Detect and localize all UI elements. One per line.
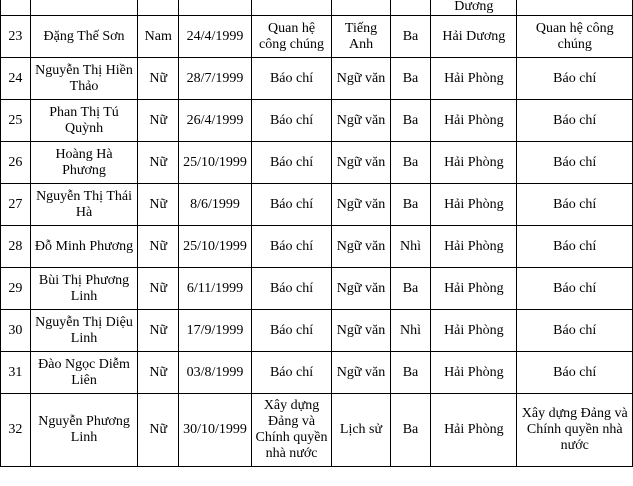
cell-subject: Ngữ văn <box>332 142 391 184</box>
cell-gender: Nữ <box>138 184 179 226</box>
cell-gender: Nữ <box>138 58 179 100</box>
cell-major: Báo chí <box>251 310 331 352</box>
cell-province: Hải Phòng <box>431 268 517 310</box>
cell-dob: 6/11/1999 <box>179 268 252 310</box>
table-row <box>1 268 633 310</box>
cell-rank: Ba <box>390 16 430 58</box>
cell-subject: Ngữ văn <box>332 58 391 100</box>
cell-field: Báo chí <box>517 100 633 142</box>
cell-subject <box>332 0 391 16</box>
cell-field <box>517 0 633 16</box>
cell-name: Nguyễn Thị Diệu Linh <box>30 310 137 352</box>
cell-name: Đào Ngọc Diễm Liên <box>30 352 137 394</box>
cell-name: Nguyễn Thị Thái Hà <box>30 184 137 226</box>
cell-field: Quan hệ công chúng <box>517 16 633 58</box>
cell-field: Báo chí <box>517 310 633 352</box>
cell-rank <box>390 0 430 16</box>
cell-major: Báo chí <box>251 268 331 310</box>
table-row <box>1 184 633 226</box>
cell-major: Báo chí <box>251 352 331 394</box>
cell-subject: Lịch sử <box>332 394 391 467</box>
cell-subject: Ngữ văn <box>332 352 391 394</box>
cell-dob: 26/4/1999 <box>179 100 252 142</box>
cell-major <box>251 0 331 16</box>
cell-major: Xây dựng Đảng và Chính quyền nhà nước <box>251 394 331 467</box>
cell-no: 23 <box>1 16 31 58</box>
cell-dob: 8/6/1999 <box>179 184 252 226</box>
cell-name: Đỗ Minh Phương <box>30 226 137 268</box>
cell-field: Báo chí <box>517 226 633 268</box>
table-row <box>1 58 633 100</box>
cell-dob: 28/7/1999 <box>179 58 252 100</box>
cell-rank: Ba <box>390 394 430 467</box>
cell-name: Nguyễn Phương Linh <box>30 394 137 467</box>
cell-province: Hải Phòng <box>431 58 517 100</box>
cell-field: Báo chí <box>517 142 633 184</box>
cell-gender: Nữ <box>138 394 179 467</box>
cell-name: Nguyễn Thị Hiền Thảo <box>30 58 137 100</box>
cell-field: Báo chí <box>517 268 633 310</box>
cell-gender: Nữ <box>138 100 179 142</box>
cell-no: 28 <box>1 226 31 268</box>
cell-dob: 25/10/1999 <box>179 142 252 184</box>
cell-province: Hải Phòng <box>431 184 517 226</box>
cell-province: Hải Dương <box>431 16 517 58</box>
cell-name <box>30 0 137 16</box>
cell-name: Bùi Thị Phương Linh <box>30 268 137 310</box>
cell-field: Báo chí <box>517 352 633 394</box>
cell-gender: Nữ <box>138 310 179 352</box>
cell-no: 25 <box>1 100 31 142</box>
cell-province: Dương <box>431 0 517 16</box>
cell-rank: Nhì <box>390 226 430 268</box>
cell-dob: 25/10/1999 <box>179 226 252 268</box>
cell-dob <box>179 0 252 16</box>
cell-province: Hải Phòng <box>431 100 517 142</box>
cell-gender <box>138 0 179 16</box>
cell-field: Xây dựng Đảng và Chính quyền nhà nước <box>517 394 633 467</box>
cell-gender: Nữ <box>138 226 179 268</box>
cell-no: 30 <box>1 310 31 352</box>
cell-subject: Tiếng Anh <box>332 16 391 58</box>
cell-province: Hải Phòng <box>431 352 517 394</box>
cell-rank: Ba <box>390 58 430 100</box>
table-row <box>1 310 633 352</box>
cell-gender: Nam <box>138 16 179 58</box>
cell-province: Hải Phòng <box>431 226 517 268</box>
cell-gender: Nữ <box>138 268 179 310</box>
cell-rank: Ba <box>390 352 430 394</box>
cell-province: Hải Phòng <box>431 142 517 184</box>
cell-gender: Nữ <box>138 352 179 394</box>
cell-major: Báo chí <box>251 226 331 268</box>
cell-dob: 30/10/1999 <box>179 394 252 467</box>
cell-field: Báo chí <box>517 58 633 100</box>
cell-subject: Ngữ văn <box>332 100 391 142</box>
table-row <box>1 142 633 184</box>
table-row <box>1 16 633 58</box>
cell-province: Hải Phòng <box>431 394 517 467</box>
table-row <box>1 100 633 142</box>
cell-dob: 24/4/1999 <box>179 16 252 58</box>
table-row-partial <box>1 0 633 16</box>
cell-province: Hải Phòng <box>431 310 517 352</box>
cell-subject: Ngữ văn <box>332 268 391 310</box>
cell-rank: Ba <box>390 184 430 226</box>
cell-rank: Nhì <box>390 310 430 352</box>
cell-no: 29 <box>1 268 31 310</box>
table-row <box>1 394 633 467</box>
cell-subject: Ngữ văn <box>332 226 391 268</box>
cell-no: 27 <box>1 184 31 226</box>
cell-major: Báo chí <box>251 100 331 142</box>
cell-rank: Ba <box>390 142 430 184</box>
cell-dob: 03/8/1999 <box>179 352 252 394</box>
cell-name: Phan Thị Tú Quỳnh <box>30 100 137 142</box>
table-row <box>1 352 633 394</box>
cell-rank: Ba <box>390 100 430 142</box>
table-row <box>1 226 633 268</box>
cell-field: Báo chí <box>517 184 633 226</box>
cell-no: 26 <box>1 142 31 184</box>
cell-subject: Ngữ văn <box>332 184 391 226</box>
cell-name: Đặng Thế Sơn <box>30 16 137 58</box>
cell-major: Báo chí <box>251 142 331 184</box>
cell-major: Quan hệ công chúng <box>251 16 331 58</box>
cell-name: Hoàng Hà Phương <box>30 142 137 184</box>
cell-rank: Ba <box>390 268 430 310</box>
cell-no <box>1 0 31 16</box>
cell-subject: Ngữ văn <box>332 310 391 352</box>
cell-gender: Nữ <box>138 142 179 184</box>
cell-dob: 17/9/1999 <box>179 310 252 352</box>
cell-major: Báo chí <box>251 184 331 226</box>
cell-no: 32 <box>1 394 31 467</box>
cell-no: 24 <box>1 58 31 100</box>
cell-major: Báo chí <box>251 58 331 100</box>
cell-no: 31 <box>1 352 31 394</box>
